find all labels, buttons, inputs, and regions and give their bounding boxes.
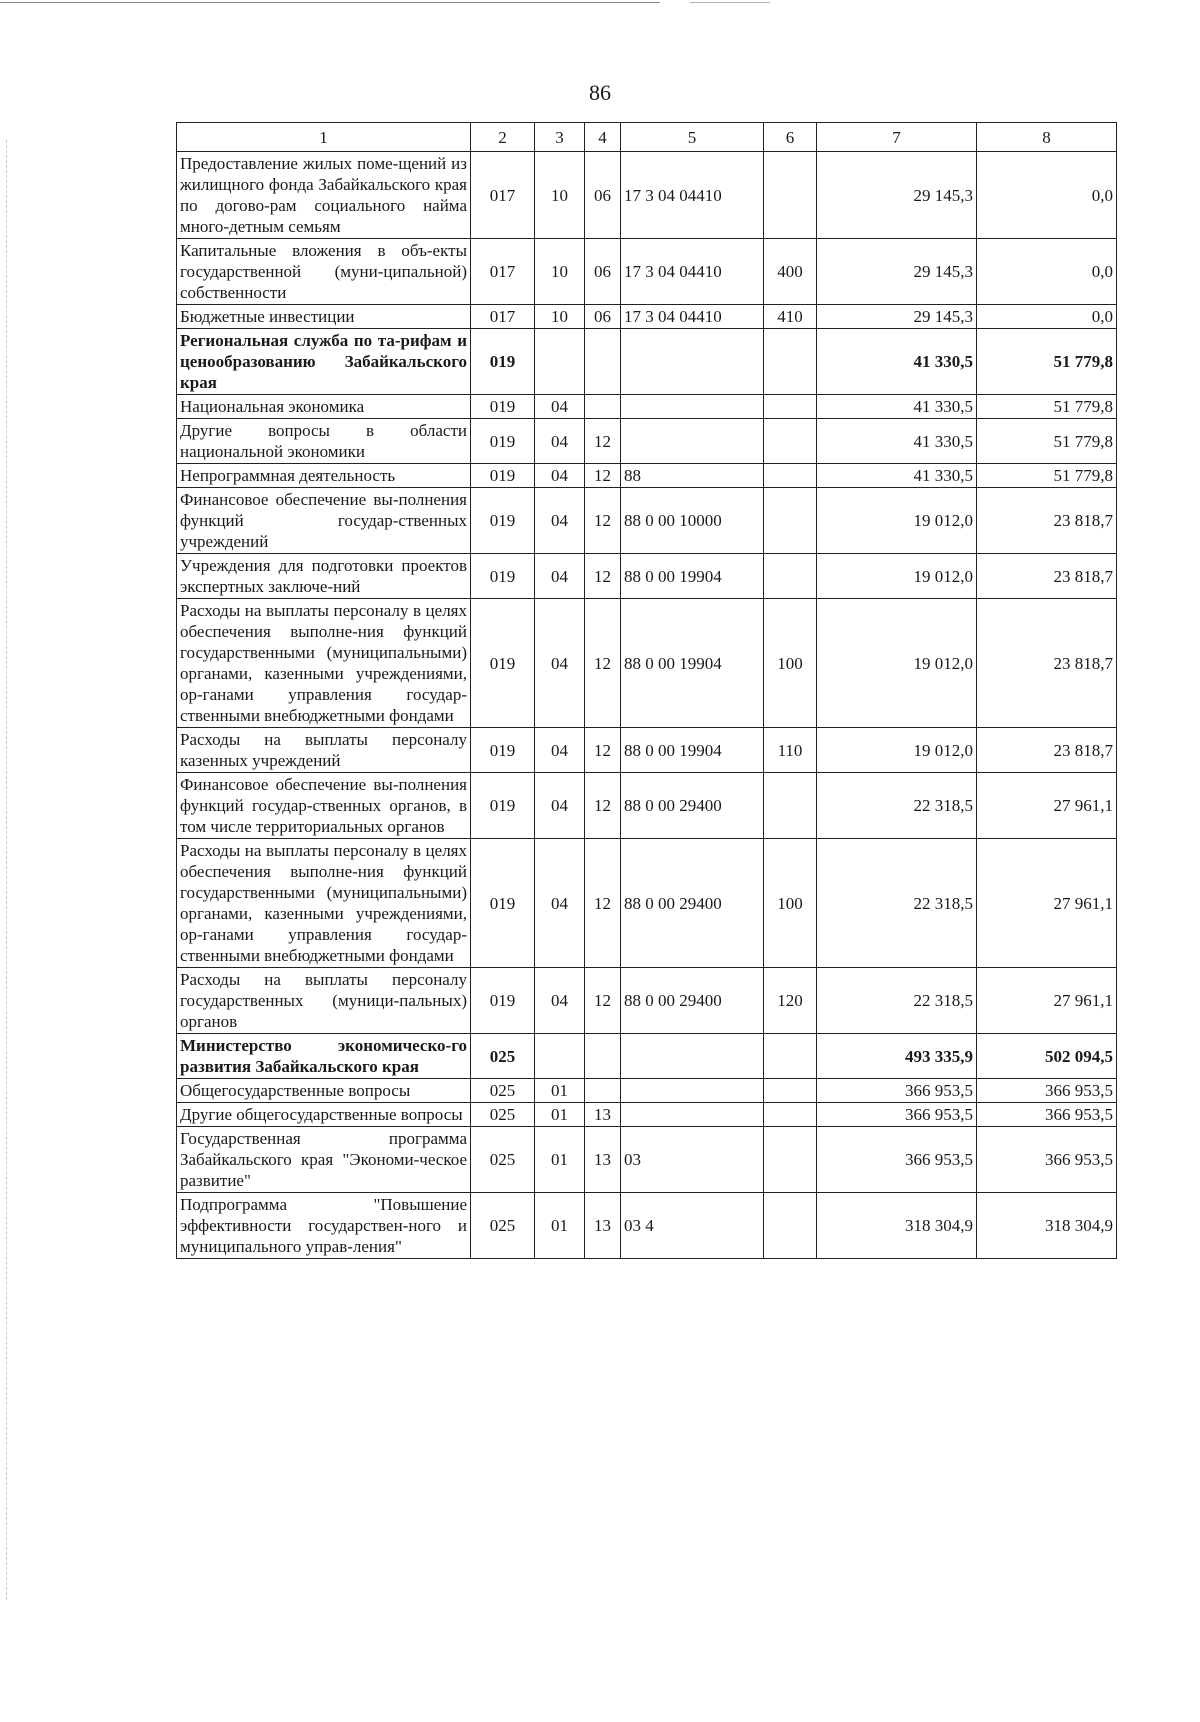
table-row: [177, 488, 1117, 554]
row-amount-col8: 51 779,8: [977, 419, 1117, 464]
row-subsection-code: 13: [585, 1193, 621, 1259]
row-expense-type: [764, 152, 817, 239]
row-amount-col8: 366 953,5: [977, 1103, 1117, 1127]
row-admin-code: 019: [471, 554, 535, 599]
column-header-7: 7: [817, 123, 977, 152]
row-section-code: 04: [535, 419, 585, 464]
row-amount-col7: 19 012,0: [817, 599, 977, 728]
row-section-code: 04: [535, 968, 585, 1034]
table-row: [177, 773, 1117, 839]
row-admin-code: 017: [471, 239, 535, 305]
row-amount-col8: 27 961,1: [977, 839, 1117, 968]
column-header-2: 2: [471, 123, 535, 152]
row-expense-type: [764, 1034, 817, 1079]
row-name: Непрограммная деятельность: [177, 464, 471, 488]
row-subsection-code: [585, 1079, 621, 1103]
table-row: [177, 1034, 1117, 1079]
row-subsection-code: 06: [585, 239, 621, 305]
row-amount-col7: 19 012,0: [817, 728, 977, 773]
row-name: Расходы на выплаты персоналу в целях обеспечения выполне-ния функций государственными (муниципальными) органами, казенными учреждениями, ор-ганами управления государ-ственными внебюджетными фондами: [177, 839, 471, 968]
row-section-code: 01: [535, 1103, 585, 1127]
table-row: [177, 599, 1117, 728]
row-name: Региональная служба по та-рифам и ценообразованию Забайкальского края: [177, 329, 471, 395]
row-subsection-code: 12: [585, 464, 621, 488]
table-row: [177, 464, 1117, 488]
row-target-article: 17 3 04 04410: [621, 239, 764, 305]
table-row: [177, 1079, 1117, 1103]
row-admin-code: 019: [471, 329, 535, 395]
row-section-code: 04: [535, 554, 585, 599]
row-section-code: 04: [535, 773, 585, 839]
row-target-article: [621, 329, 764, 395]
row-name: Бюджетные инвестиции: [177, 305, 471, 329]
row-expense-type: [764, 554, 817, 599]
row-amount-col7: 41 330,5: [817, 419, 977, 464]
table-row: [177, 419, 1117, 464]
row-amount-col8: 23 818,7: [977, 488, 1117, 554]
row-amount-col8: 23 818,7: [977, 599, 1117, 728]
row-admin-code: 019: [471, 773, 535, 839]
row-amount-col8: 502 094,5: [977, 1034, 1117, 1079]
row-amount-col7: 19 012,0: [817, 488, 977, 554]
row-amount-col7: 29 145,3: [817, 305, 977, 329]
row-amount-col8: 318 304,9: [977, 1193, 1117, 1259]
table-body: [177, 152, 1117, 1259]
row-name: Предоставление жилых поме-щений из жилищного фонда Забайкальского края по догово-рам социального найма много-детным семьям: [177, 152, 471, 239]
row-subsection-code: [585, 1034, 621, 1079]
row-admin-code: 019: [471, 968, 535, 1034]
scan-top-rule-fragment: [690, 2, 770, 3]
row-section-code: 04: [535, 728, 585, 773]
row-subsection-code: 12: [585, 554, 621, 599]
table-row: [177, 305, 1117, 329]
column-header-1: 1: [177, 123, 471, 152]
row-subsection-code: [585, 329, 621, 395]
row-admin-code: 025: [471, 1103, 535, 1127]
row-subsection-code: 12: [585, 968, 621, 1034]
row-expense-type: [764, 1127, 817, 1193]
row-expense-type: 110: [764, 728, 817, 773]
row-target-article: 88 0 00 19904: [621, 599, 764, 728]
row-amount-col8: 51 779,8: [977, 329, 1117, 395]
row-target-article: 03: [621, 1127, 764, 1193]
row-amount-col7: 19 012,0: [817, 554, 977, 599]
row-target-article: 88 0 00 29400: [621, 839, 764, 968]
row-target-article: [621, 1034, 764, 1079]
table-row: [177, 395, 1117, 419]
row-amount-col8: 23 818,7: [977, 554, 1117, 599]
table-row: [177, 839, 1117, 968]
row-amount-col7: 493 335,9: [817, 1034, 977, 1079]
row-name: Финансовое обеспечение вы-полнения функций государ-ственных учреждений: [177, 488, 471, 554]
row-target-article: [621, 1103, 764, 1127]
row-target-article: 03 4: [621, 1193, 764, 1259]
row-amount-col8: 23 818,7: [977, 728, 1117, 773]
row-amount-col7: 29 145,3: [817, 152, 977, 239]
column-header-8: 8: [977, 123, 1117, 152]
row-amount-col8: 0,0: [977, 152, 1117, 239]
row-amount-col8: 27 961,1: [977, 968, 1117, 1034]
row-expense-type: [764, 1079, 817, 1103]
row-expense-type: [764, 419, 817, 464]
row-expense-type: [764, 1193, 817, 1259]
row-expense-type: 410: [764, 305, 817, 329]
table-row: [177, 1127, 1117, 1193]
row-admin-code: 019: [471, 488, 535, 554]
row-expense-type: [764, 329, 817, 395]
row-name: Государственная программа Забайкальского края "Экономи-ческое развитие": [177, 1127, 471, 1193]
row-amount-col7: 29 145,3: [817, 239, 977, 305]
row-subsection-code: [585, 395, 621, 419]
row-expense-type: [764, 488, 817, 554]
table-row: [177, 1193, 1117, 1259]
row-name: Расходы на выплаты персоналу в целях обеспечения выполне-ния функций государственными (муниципальными) органами, казенными учреждениями, ор-ганами управления государ-ственными внебюджетными фондами: [177, 599, 471, 728]
row-name: Другие вопросы в области национальной экономики: [177, 419, 471, 464]
row-subsection-code: 06: [585, 305, 621, 329]
row-section-code: 10: [535, 305, 585, 329]
row-amount-col7: 366 953,5: [817, 1079, 977, 1103]
scan-top-rule: [0, 2, 660, 3]
table-row: [177, 728, 1117, 773]
row-target-article: 88 0 00 19904: [621, 554, 764, 599]
row-section-code: 01: [535, 1127, 585, 1193]
row-amount-col8: 366 953,5: [977, 1127, 1117, 1193]
row-expense-type: 100: [764, 839, 817, 968]
row-subsection-code: 12: [585, 599, 621, 728]
row-target-article: 88 0 00 29400: [621, 773, 764, 839]
row-expense-type: 100: [764, 599, 817, 728]
row-amount-col7: 22 318,5: [817, 968, 977, 1034]
row-expense-type: [764, 464, 817, 488]
row-admin-code: 019: [471, 839, 535, 968]
row-target-article: 88: [621, 464, 764, 488]
row-section-code: 04: [535, 464, 585, 488]
row-name: Национальная экономика: [177, 395, 471, 419]
row-target-article: 88 0 00 19904: [621, 728, 764, 773]
row-section-code: [535, 329, 585, 395]
row-amount-col7: 41 330,5: [817, 329, 977, 395]
row-amount-col8: 0,0: [977, 305, 1117, 329]
row-target-article: 17 3 04 04410: [621, 305, 764, 329]
row-name: Капитальные вложения в объ-екты государственной (муни-ципальной) собственности: [177, 239, 471, 305]
row-section-code: [535, 1034, 585, 1079]
row-subsection-code: 12: [585, 419, 621, 464]
column-header-6: 6: [764, 123, 817, 152]
row-subsection-code: 12: [585, 839, 621, 968]
row-amount-col7: 366 953,5: [817, 1127, 977, 1193]
row-admin-code: 017: [471, 305, 535, 329]
row-amount-col7: 22 318,5: [817, 839, 977, 968]
row-subsection-code: 13: [585, 1127, 621, 1193]
row-section-code: 10: [535, 152, 585, 239]
row-amount-col8: 51 779,8: [977, 464, 1117, 488]
row-admin-code: 025: [471, 1079, 535, 1103]
row-subsection-code: 06: [585, 152, 621, 239]
row-section-code: 04: [535, 488, 585, 554]
row-expense-type: [764, 773, 817, 839]
row-name: Расходы на выплаты персоналу казенных учреждений: [177, 728, 471, 773]
row-target-article: [621, 395, 764, 419]
row-name: Общегосударственные вопросы: [177, 1079, 471, 1103]
table-header-row: [177, 123, 1117, 152]
row-amount-col8: 366 953,5: [977, 1079, 1117, 1103]
page-number: 86: [589, 80, 611, 105]
column-header-4: 4: [585, 123, 621, 152]
column-header-3: 3: [535, 123, 585, 152]
row-name: Расходы на выплаты персоналу государственных (муници-пальных) органов: [177, 968, 471, 1034]
row-name: Финансовое обеспечение вы-полнения функций государ-ственных органов, в том числе территориальных органов: [177, 773, 471, 839]
row-admin-code: 017: [471, 152, 535, 239]
row-section-code: 10: [535, 239, 585, 305]
row-subsection-code: 12: [585, 488, 621, 554]
row-expense-type: 120: [764, 968, 817, 1034]
row-expense-type: [764, 395, 817, 419]
row-target-article: 88 0 00 10000: [621, 488, 764, 554]
table-row: [177, 554, 1117, 599]
row-amount-col7: 22 318,5: [817, 773, 977, 839]
row-subsection-code: 12: [585, 773, 621, 839]
row-amount-col8: 0,0: [977, 239, 1117, 305]
row-admin-code: 019: [471, 395, 535, 419]
table-row: [177, 1103, 1117, 1127]
scan-left-edge: [6, 140, 7, 1600]
row-admin-code: 025: [471, 1127, 535, 1193]
row-amount-col8: 27 961,1: [977, 773, 1117, 839]
table-row: [177, 152, 1117, 239]
row-section-code: 04: [535, 395, 585, 419]
row-amount-col7: 366 953,5: [817, 1103, 977, 1127]
row-section-code: 01: [535, 1079, 585, 1103]
row-name: Подпрограмма "Повышение эффективности государствен-ного и муниципального управ-ления": [177, 1193, 471, 1259]
row-admin-code: 019: [471, 464, 535, 488]
row-subsection-code: 13: [585, 1103, 621, 1127]
row-admin-code: 019: [471, 599, 535, 728]
column-header-5: 5: [621, 123, 764, 152]
row-amount-col7: 318 304,9: [817, 1193, 977, 1259]
row-section-code: 04: [535, 599, 585, 728]
table-row: [177, 968, 1117, 1034]
row-expense-type: [764, 1103, 817, 1127]
row-subsection-code: 12: [585, 728, 621, 773]
row-admin-code: 019: [471, 419, 535, 464]
table-row: [177, 329, 1117, 395]
row-target-article: [621, 1079, 764, 1103]
row-target-article: 17 3 04 04410: [621, 152, 764, 239]
row-amount-col7: 41 330,5: [817, 464, 977, 488]
row-amount-col7: 41 330,5: [817, 395, 977, 419]
row-amount-col8: 51 779,8: [977, 395, 1117, 419]
row-target-article: [621, 419, 764, 464]
row-admin-code: 025: [471, 1193, 535, 1259]
row-admin-code: 019: [471, 728, 535, 773]
table-row: [177, 239, 1117, 305]
row-section-code: 04: [535, 839, 585, 968]
row-expense-type: 400: [764, 239, 817, 305]
row-name: Министерство экономическо-го развития Забайкальского края: [177, 1034, 471, 1079]
row-section-code: 01: [535, 1193, 585, 1259]
row-admin-code: 025: [471, 1034, 535, 1079]
row-target-article: 88 0 00 29400: [621, 968, 764, 1034]
row-name: Другие общегосударственные вопросы: [177, 1103, 471, 1127]
budget-table: [176, 122, 1117, 1259]
row-name: Учреждения для подготовки проектов экспертных заключе-ний: [177, 554, 471, 599]
